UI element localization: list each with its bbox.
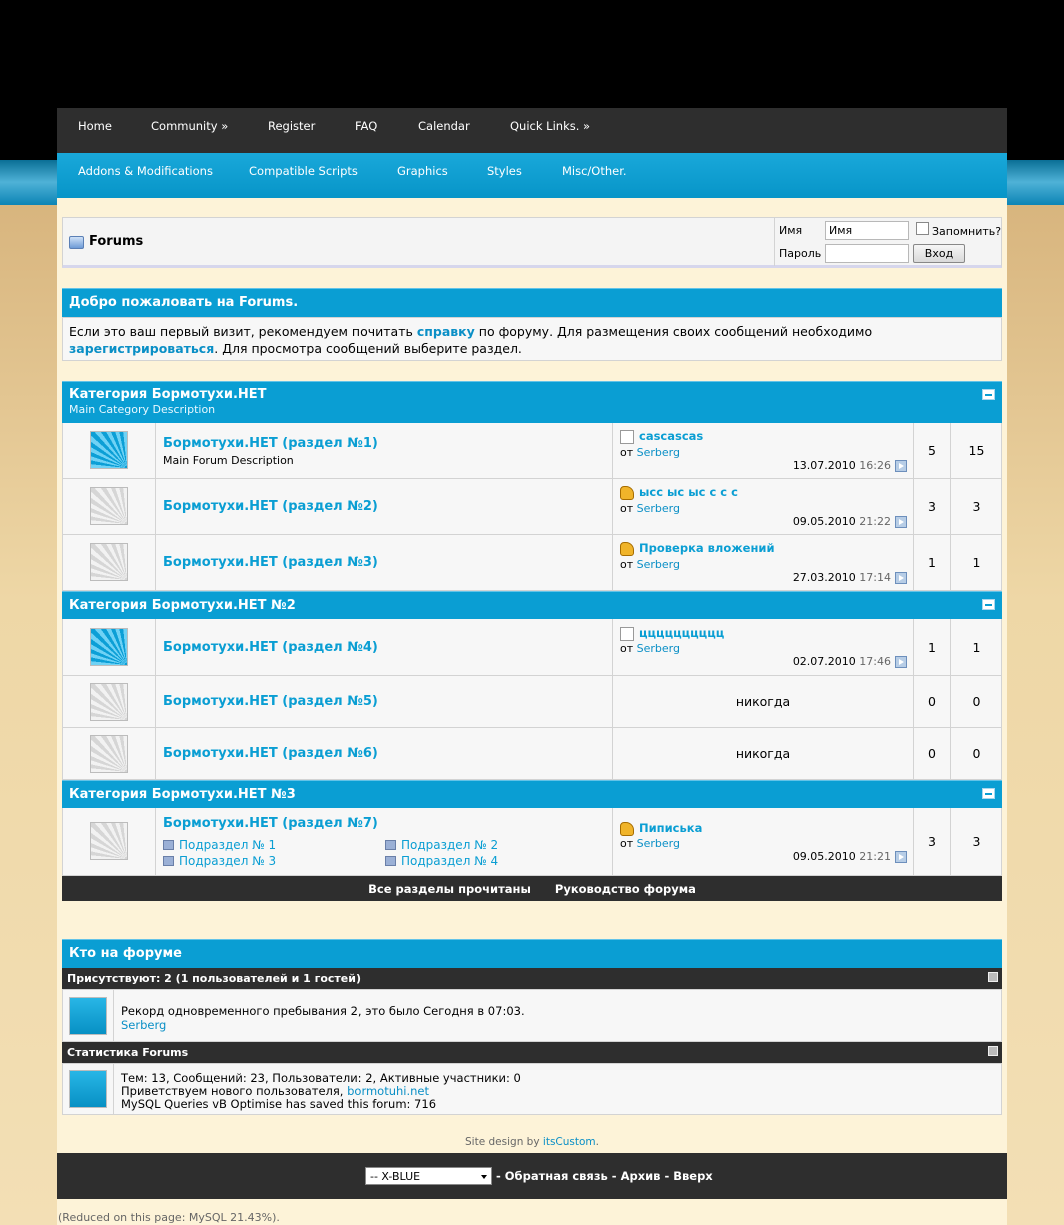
forum-no-new-posts-icon [90, 683, 128, 721]
subforum-label: Подраздел № 4 [401, 854, 499, 868]
welcome-header [62, 288, 1002, 317]
whos-online-header [62, 939, 1002, 968]
category-title[interactable]: Категория Бормотухи.НЕТ №2 [69, 598, 296, 613]
remember-checkbox[interactable] [916, 222, 929, 235]
category-title[interactable]: Категория Бормотухи.НЕТ [69, 387, 267, 402]
category-header [62, 591, 1002, 619]
go-to-post-icon[interactable] [895, 656, 907, 668]
forum-row [62, 728, 1002, 780]
user-link[interactable]: Serberg [636, 558, 680, 571]
time-text: 17:14 [859, 571, 891, 584]
mark-read-link[interactable]: Все разделы прочитаны [368, 882, 531, 896]
no-posts-text: никогда [735, 746, 791, 761]
last-post-date [793, 571, 891, 584]
forum-title[interactable]: Бормотухи.НЕТ (раздел №1) [163, 436, 378, 451]
nav-quick-links[interactable]: Quick Links. » [510, 119, 591, 133]
sub-navbar [57, 153, 1007, 198]
last-thread-link[interactable]: ысс ыс ыс с с с [639, 485, 738, 499]
stats-bar [62, 1042, 1002, 1063]
stats-text: Тем: 13, Сообщений: 23, Пользователи: 2, Активные участники: 0 [121, 1071, 521, 1085]
thread-count: 1 [928, 555, 936, 570]
welcome-text: Если это ваш первый визит, рекомендуем почитать [69, 324, 417, 339]
top-navbar [57, 108, 1007, 153]
subforum-label: Подраздел № 3 [179, 854, 277, 868]
forum-description: Main Forum Description [163, 454, 294, 467]
forum-row [62, 676, 1002, 728]
forum-title[interactable]: Бормотухи.НЕТ (раздел №2) [163, 499, 378, 514]
by-label: от [620, 446, 634, 459]
collapse-icon[interactable] [988, 1046, 998, 1056]
user-link[interactable]: Serberg [636, 837, 680, 850]
username-input[interactable] [825, 221, 909, 240]
post-count: 15 [968, 443, 985, 458]
date-text: 13.07.2010 [792, 459, 856, 472]
thread-count: 5 [928, 443, 936, 458]
separator: - [607, 1169, 621, 1183]
record-text: Рекорд одновременного пребывания 2, это было Сегодня в 07:03. [121, 1004, 525, 1018]
present-link[interactable]: Присутствуют: 2 (1 пользователей и 1 гостей) [67, 972, 361, 985]
page-footer [57, 1153, 1007, 1199]
subforum-link[interactable] [163, 838, 276, 852]
forum-title[interactable]: Бормотухи.НЕТ (раздел №5) [163, 694, 378, 709]
last-post-date [793, 850, 891, 863]
last-thread-link[interactable]: cascascas [639, 429, 704, 443]
reduced-note: (Reduced on this page: MySQL 21.43%). [58, 1211, 280, 1224]
thread-count: 1 [928, 640, 936, 655]
category-title[interactable]: Категория Бормотухи.НЕТ №3 [69, 787, 296, 802]
forum-new-posts-icon [90, 431, 128, 469]
forum-new-posts-icon [90, 628, 128, 666]
forum-row [62, 535, 1002, 591]
breadcrumb [62, 217, 1002, 268]
new-user-link[interactable]: bormotuhi.net [347, 1084, 430, 1098]
go-to-post-icon[interactable] [895, 516, 907, 528]
by-label: от [620, 502, 634, 515]
online-user-link[interactable]: Serberg [121, 1018, 167, 1032]
go-to-post-icon[interactable] [895, 851, 907, 863]
subnav-misc[interactable]: Misc/Other. [562, 164, 627, 178]
date-text: 09.05.2010 [792, 850, 856, 863]
forum-no-new-posts-icon [90, 487, 128, 525]
credit-line [57, 1136, 1007, 1148]
present-bar [62, 968, 1002, 989]
credit-link[interactable]: itsCustom [542, 1136, 596, 1148]
welcome-title: Добро пожаловать на Forums. [69, 295, 299, 310]
subforum-icon [163, 840, 174, 850]
stats-title: Статистика Forums [67, 1046, 189, 1059]
document-icon [620, 430, 634, 444]
post-count: 1 [972, 640, 981, 655]
credit-text: Site design by [465, 1136, 543, 1148]
register-link[interactable]: зарегистрироваться [69, 341, 215, 356]
page-wrapper [57, 108, 1007, 1225]
subforum-icon [163, 856, 174, 866]
time-text: 16:26 [859, 459, 891, 472]
subnav-compatible-scripts[interactable]: Compatible Scripts [249, 164, 358, 178]
forum-row [62, 619, 1002, 676]
subforum-link[interactable] [385, 838, 498, 852]
category-header [62, 381, 1002, 423]
user-link[interactable]: Serberg [636, 642, 680, 655]
style-select[interactable]: -- X-BLUE [365, 1167, 492, 1185]
welcome-new-user-text: Приветствуем нового пользователя, [121, 1084, 348, 1098]
subforum-icon [385, 856, 396, 866]
thread-count: 3 [928, 499, 936, 514]
forum-title[interactable]: Бормотухи.НЕТ (раздел №3) [163, 555, 378, 570]
time-text: 17:46 [859, 655, 891, 668]
last-thread-link[interactable]: Проверка вложений [639, 541, 775, 555]
post-count: 1 [972, 555, 981, 570]
category-header [62, 780, 1002, 808]
mysql-text: MySQL Queries vB Optimise has saved this forum: 716 [121, 1097, 437, 1111]
nav-register[interactable]: Register [268, 119, 316, 133]
contact-link[interactable]: Обратная связь [504, 1169, 608, 1183]
welcome-text: по форуму. Для размещения своих сообщений необходимо [474, 324, 873, 339]
forum-no-new-posts-icon [90, 822, 128, 860]
nav-community[interactable]: Community » [151, 119, 229, 133]
collapse-icon[interactable] [988, 972, 998, 982]
archive-link[interactable]: Архив [620, 1169, 661, 1183]
subnav-addons[interactable]: Addons & Modifications [78, 164, 213, 178]
post-count: 0 [972, 746, 981, 761]
subforum-icon [385, 840, 396, 850]
date-text: 02.07.2010 [792, 655, 856, 668]
forum-guide-link[interactable]: Руководство форума [554, 882, 696, 896]
user-link[interactable]: Serberg [636, 502, 680, 515]
by-label: от [620, 558, 634, 571]
subforum-label: Подраздел № 2 [401, 838, 499, 852]
forum-row [62, 808, 1002, 876]
login-button[interactable]: Вход [913, 244, 965, 263]
post-count: 0 [972, 694, 981, 709]
forum-footer-bar [62, 876, 1002, 901]
nav-faq[interactable]: FAQ [355, 119, 378, 133]
thumbs-up-icon [620, 486, 634, 500]
help-link[interactable]: справку [416, 324, 475, 339]
date-text: 09.05.2010 [792, 515, 856, 528]
page-title[interactable]: Forums [89, 234, 144, 249]
password-label: Пароль [779, 247, 822, 260]
username-label: Имя [779, 224, 803, 237]
forum-row [62, 479, 1002, 535]
forum-no-new-posts-icon [90, 543, 128, 581]
by-label: от [620, 642, 634, 655]
subnav-graphics[interactable]: Graphics [397, 164, 448, 178]
time-text: 21:21 [859, 850, 891, 863]
thread-count: 0 [928, 694, 936, 709]
subforum-label: Подраздел № 1 [179, 838, 277, 852]
credit-dot: . [595, 1136, 599, 1148]
forum-title[interactable]: Бормотухи.НЕТ (раздел №7) [163, 816, 378, 831]
post-count: 3 [972, 834, 981, 849]
user-link[interactable]: Serberg [636, 446, 680, 459]
thread-count: 3 [928, 834, 936, 849]
forum-row [62, 423, 1002, 479]
stats-icon [69, 1070, 107, 1108]
online-box [62, 989, 1002, 1042]
last-thread-link[interactable]: цццццццццц [639, 626, 725, 640]
document-icon [620, 627, 634, 641]
time-text: 21:22 [859, 515, 891, 528]
last-post-date [793, 515, 891, 528]
stats-box [62, 1063, 1002, 1115]
collapse-icon[interactable] [982, 788, 995, 799]
whos-online-title: Кто на форуме [69, 946, 182, 961]
last-thread-link[interactable]: Пиписька [639, 821, 703, 835]
thread-count: 0 [928, 746, 936, 761]
category-description: Main Category Description [69, 403, 216, 416]
go-to-post-icon[interactable] [895, 572, 907, 584]
by-label: от [620, 837, 634, 850]
star-icon [69, 997, 107, 1035]
go-to-post-icon[interactable] [895, 460, 907, 472]
folder-icon [69, 236, 84, 249]
remember-label: Запомнить? [932, 225, 1002, 238]
collapse-icon[interactable] [982, 599, 995, 610]
login-form [774, 218, 1003, 266]
forum-title[interactable]: Бормотухи.НЕТ (раздел №4) [163, 640, 378, 655]
top-link[interactable]: Вверх [673, 1169, 713, 1183]
collapse-icon[interactable] [982, 389, 995, 400]
separator: - [496, 1169, 505, 1183]
subnav-styles[interactable]: Styles [487, 164, 522, 178]
thumbs-up-icon [620, 822, 634, 836]
subforum-link[interactable] [385, 854, 498, 868]
nav-calendar[interactable]: Calendar [418, 119, 470, 133]
welcome-text: . Для просмотра сообщений выберите раздел. [214, 341, 522, 356]
forum-title[interactable]: Бормотухи.НЕТ (раздел №6) [163, 746, 378, 761]
date-text: 27.03.2010 [792, 571, 856, 584]
no-posts-text: никогда [735, 694, 791, 709]
separator: - [660, 1169, 674, 1183]
subforum-link[interactable] [163, 854, 276, 868]
thumbs-up-icon [620, 542, 634, 556]
nav-home[interactable]: Home [78, 119, 112, 133]
forum-no-new-posts-icon [90, 735, 128, 773]
last-post-date [793, 459, 891, 472]
password-input[interactable] [825, 244, 909, 263]
post-count: 3 [972, 499, 981, 514]
welcome-body [62, 317, 1002, 361]
last-post-date [793, 655, 891, 668]
